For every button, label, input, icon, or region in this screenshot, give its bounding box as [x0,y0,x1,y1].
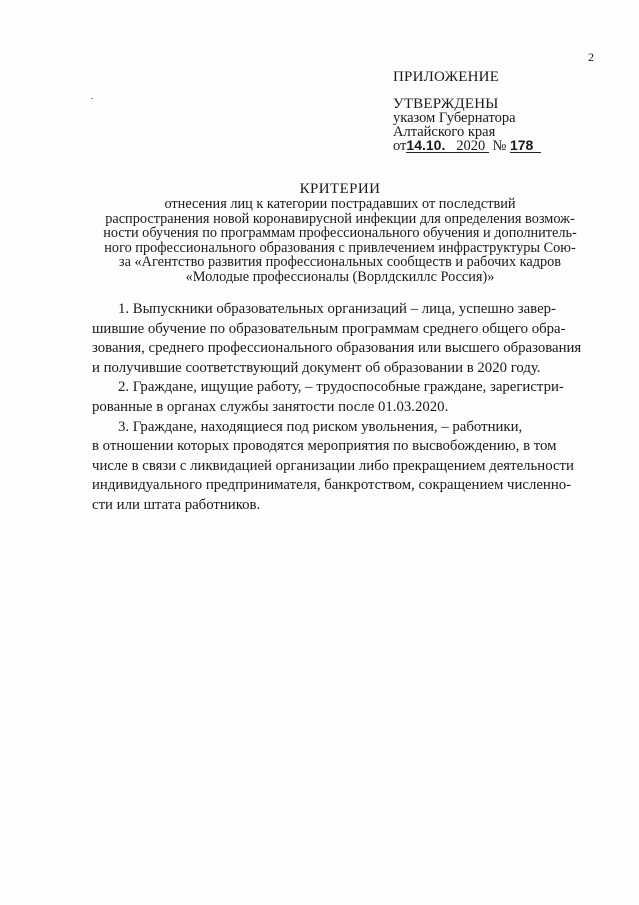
date-field [406,139,488,153]
text-line: 2. Граждане, ищущие работу, – трудоспособные граждане, зарегистри- [118,379,564,396]
number-field [510,139,541,153]
text-line: и получившие соответствующий документ об образовании в 2020 году. [92,359,541,376]
appendix-title: ПРИЛОЖЕНИЕ [393,69,500,85]
criteria-subtitle [70,197,610,284]
subtitle-line: «Молодые профессионалы (Ворлдскиллс Россия)» [185,268,495,285]
criteria-heading [70,181,610,284]
criterion-job-seekers [92,378,596,417]
subtitle-line: ного профессионального образования с привлечением инфраструктуры Сою- [104,239,576,256]
page-number: 2 [588,50,594,64]
number-value: 178 [509,137,534,153]
text-line: зования, среднего профессионального образования или высшего образования [92,340,582,357]
approved-label: УТВЕРЖДЕНЫ [393,96,499,112]
region-line: Алтайского края [393,124,496,140]
text-line: 1. Выпускники образовательных организаций – лица, успешно завер- [118,301,556,317]
subtitle-line: отнесения лиц к категории пострадавших от последствий [164,196,516,212]
subtitle-line: ности обучения по программам профессионального обучения и дополнитель- [103,225,577,241]
approval-block [393,70,541,153]
text-line: индивидуального предпринимателя, банкротством, сокращением численно- [92,477,572,494]
decree-line: указом Губернатора [393,110,516,126]
text-line: 3. Граждане, находящиеся под риском увольнения, – работники, [118,418,523,435]
text-line: шившие обучение по образовательным программам среднего общего обра- [92,320,566,337]
criterion-dismissal-risk [92,418,596,516]
subtitle-line: за «Агентство развития профессиональных сообществ и рабочих кадров [118,254,562,270]
year-value: 2020 [456,138,486,154]
date-prefix: от [393,138,407,154]
date-value: 14.10. [406,137,446,153]
number-prefix: № [492,138,507,154]
criteria-body [92,300,596,516]
scan-speck [91,98,93,99]
date-number-line [393,139,541,153]
text-line: сти или штата работников. [92,496,261,513]
criteria-title: КРИТЕРИИ [299,181,381,197]
text-line: в отношении которых проводятся мероприятия по высвобождению, в том [92,438,557,455]
subtitle-line: распространения новой коронавирусной инфекции для определения возмож- [105,210,575,227]
criterion-graduates [92,300,596,378]
text-line: рованные в органах службы занятости после 01.03.2020. [92,398,449,415]
text-line: числе в связи с ликвидацией организации либо прекращением деятельности [92,457,574,474]
